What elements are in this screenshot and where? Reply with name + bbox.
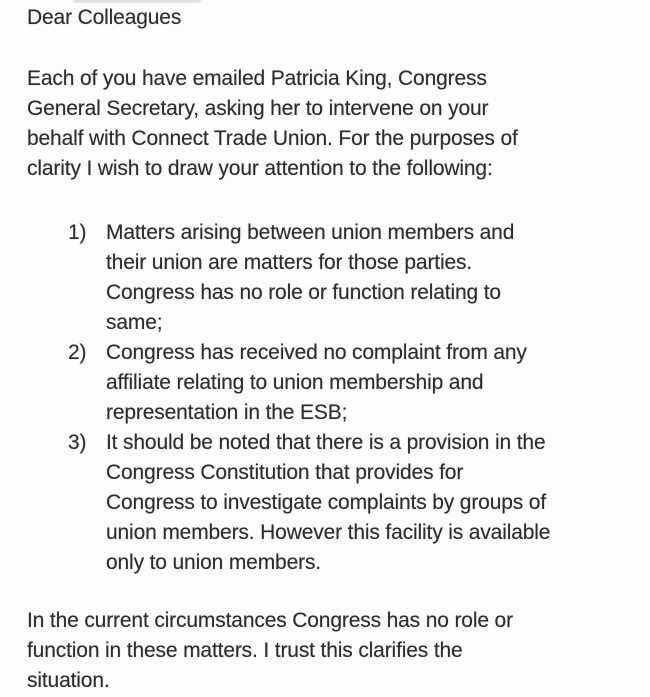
- text-line: Each of you have emailed Patricia King, Congress: [27, 67, 487, 90]
- text-line: situation.: [27, 669, 110, 692]
- list-item-number: 1): [68, 221, 87, 244]
- text-line: representation in the ESB;: [106, 401, 348, 424]
- list-item-3: [27, 428, 642, 578]
- text-line: clarity I wish to draw your attention to the following:: [27, 157, 493, 180]
- salutation: Dear Colleagues: [27, 6, 182, 29]
- list-item-number: 3): [68, 431, 87, 454]
- text-line: their union are matters for those parties.: [106, 251, 473, 274]
- numbered-list: [27, 218, 642, 578]
- text-line: Congress Constitution that provides for: [106, 461, 464, 484]
- text-line: same;: [106, 311, 163, 334]
- text-line: General Secretary, asking her to intervene on your: [27, 97, 489, 120]
- list-item-text: [106, 218, 642, 338]
- text-line: Congress to investigate complaints by groups of: [106, 491, 547, 514]
- text-line: Congress has received no complaint from any: [106, 341, 527, 364]
- list-item-2: [27, 338, 642, 428]
- intro-paragraph: [27, 64, 642, 184]
- text-line: only to union members.: [106, 551, 321, 574]
- text-line: union members. However this facility is available: [106, 521, 551, 544]
- text-line: Congress has no role or function relating to: [106, 281, 501, 304]
- text-line: function in these matters. I trust this clarifies the: [27, 639, 463, 662]
- scan-artifact: [73, 0, 201, 2]
- closing-paragraph: [27, 606, 642, 696]
- list-item-text: [106, 428, 642, 578]
- list-item-text: [106, 338, 642, 428]
- text-line: affiliate relating to union membership and: [106, 371, 484, 394]
- text-line: It should be noted that there is a provision in the: [106, 431, 546, 454]
- text-line: Matters arising between union members and: [106, 221, 515, 244]
- text-line: In the current circumstances Congress has no role or: [27, 609, 513, 632]
- list-item-1: [27, 218, 642, 338]
- list-item-number: 2): [68, 341, 87, 364]
- text-line: behalf with Connect Trade Union. For the purposes of: [27, 127, 518, 150]
